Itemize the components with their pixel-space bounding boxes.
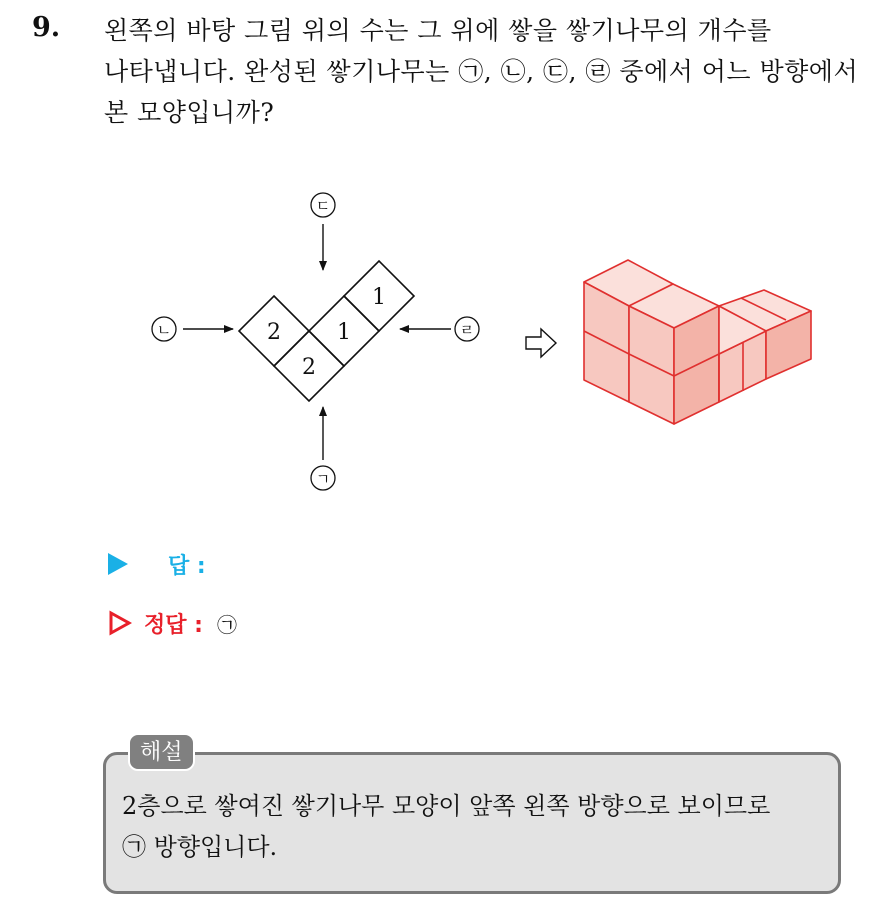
explanation-tag: 해설: [128, 733, 195, 771]
count-center: 1: [337, 320, 351, 345]
question-line-2: 나타냅니다. 완성된 쌓기나무는 ㉠, ㉡, ㉢, ㉣ 중에서 어느 방향에서: [104, 57, 859, 86]
label-left: [152, 317, 176, 341]
count-left: 2: [267, 320, 281, 345]
question-line-3: 본 모양입니까?: [104, 98, 275, 127]
svg-text:ㄱ: ㄱ: [315, 470, 331, 488]
explanation-text: [122, 786, 832, 868]
outline-triangle-icon: [108, 610, 132, 636]
explanation-line-2: ㉠ 방향입니다.: [122, 833, 278, 861]
question-line-1: 왼쪽의 바탕 그림 위의 수는 그 위에 쌓을 쌓기나무의 개수를: [104, 16, 772, 45]
explanation-line-1: 2층으로 쌓여진 쌓기나무 모양이 앞쪽 왼쪽 방향으로 보이므로: [122, 792, 771, 820]
hollow-arrow-icon: [526, 329, 556, 357]
correct-label: 정답 :: [144, 612, 203, 638]
label-top: [311, 193, 335, 217]
count-bottom: 2: [302, 355, 316, 380]
label-bottom: [311, 466, 335, 490]
stacked-cubes: [584, 260, 811, 424]
answer-label: 답 :: [168, 553, 206, 579]
svg-text:ㄷ: ㄷ: [315, 197, 331, 215]
label-right: [455, 317, 479, 341]
correct-answer-row: [108, 606, 237, 640]
question-number: 9.: [32, 12, 61, 43]
svg-text:ㄴ: ㄴ: [156, 321, 172, 339]
count-top-right: 1: [372, 285, 386, 310]
play-triangle-icon: [108, 553, 128, 575]
base-grid: [239, 261, 414, 401]
svg-text:ㄹ: ㄹ: [459, 321, 475, 339]
correct-value: ㉠: [216, 612, 237, 637]
answer-row: [108, 548, 206, 580]
